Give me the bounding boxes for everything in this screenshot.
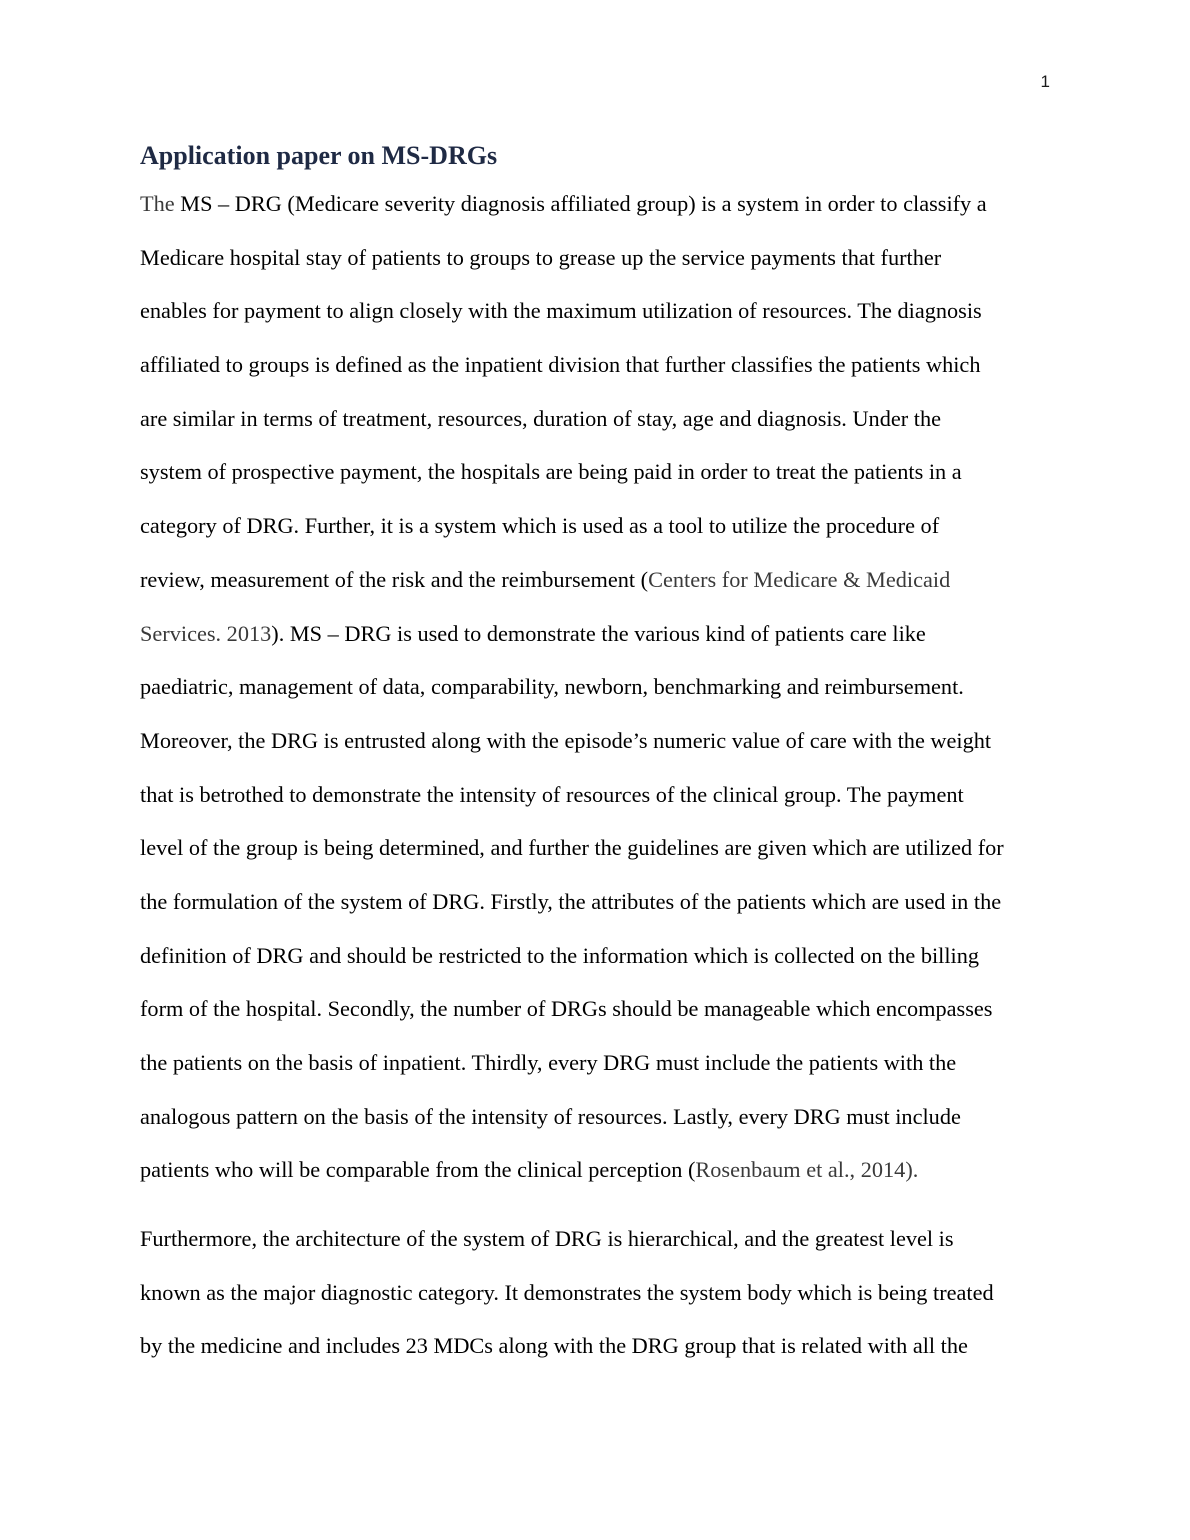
text-fragment: ). MS – DRG is used to demonstrate the various kind of patients care like bbox=[271, 620, 926, 646]
text-line: enables for payment to align closely with the maximum utilization of resources. The diagnosis bbox=[140, 298, 982, 324]
text-fragment: ). bbox=[905, 1157, 919, 1183]
text-line: category of DRG. Further, it is a system which is used as a tool to utilize the procedure of bbox=[140, 513, 940, 539]
text-line: affiliated to groups is defined as the inpatient division that further classifies the patients which bbox=[140, 352, 981, 378]
text-line: Furthermore, the architecture of the system of DRG is hierarchical, and the greatest level is bbox=[140, 1226, 954, 1251]
text-line: form of the hospital. Secondly, the number of DRGs should be manageable which encompasses bbox=[140, 996, 993, 1022]
text-line: known as the major diagnostic category. It demonstrates the system body which is being treated bbox=[140, 1279, 994, 1305]
text-fragment: MS – DRG (Medicare severity diagnosis affiliated group) is a system in order to classify a bbox=[174, 191, 987, 216]
text-line: definition of DRG and should be restricted to the information which is collected on the billing bbox=[140, 942, 980, 968]
citation: Rosenbaum et al., 2014 bbox=[695, 1157, 906, 1183]
text-line: analogous pattern on the basis of the intensity of resources. Lastly, every DRG must include bbox=[140, 1103, 961, 1129]
text-line bbox=[140, 1143, 1050, 1197]
text-line: by the medicine and includes 23 MDCs along with the DRG group that is related with all the bbox=[140, 1333, 968, 1359]
text-fragment: review, measurement of the risk and the reimbursement ( bbox=[140, 566, 649, 592]
text-line: that is betrothed to demonstrate the intensity of resources of the clinical group. The payment bbox=[140, 781, 964, 807]
text-line: the formulation of the system of DRG. Firstly, the attributes of the patients which are used in the bbox=[140, 888, 1002, 914]
text-line: level of the group is being determined, and further the guidelines are given which are utilized for bbox=[140, 835, 1004, 861]
page-number: 1 bbox=[1040, 72, 1050, 91]
text-line: are similar in terms of treatment, resources, duration of stay, age and diagnosis. Under the bbox=[140, 405, 941, 431]
text-line: system of prospective payment, the hospitals are being paid in order to treat the patients in a bbox=[140, 459, 962, 485]
text-line: the patients on the basis of inpatient. Thirdly, every DRG must include the patients with the bbox=[140, 1050, 957, 1075]
text-line bbox=[140, 177, 1050, 231]
text-fragment: The bbox=[140, 191, 175, 216]
paragraph-2 bbox=[140, 1212, 1050, 1373]
citation: Services. 2013 bbox=[140, 620, 272, 646]
citation: Centers for Medicare & Medicaid bbox=[648, 566, 951, 592]
text-line: paediatric, management of data, comparability, newborn, benchmarking and reimbursement. bbox=[140, 674, 964, 700]
document-title: Application paper on MS-DRGs bbox=[140, 141, 498, 170]
text-line: Moreover, the DRG is entrusted along with the episode’s numeric value of care with the weight bbox=[140, 727, 992, 753]
text-line bbox=[140, 607, 1050, 661]
text-fragment: patients who will be comparable from the clinical perception ( bbox=[140, 1157, 696, 1183]
text-line: Medicare hospital stay of patients to groups to grease up the service payments that further bbox=[140, 244, 942, 270]
text-line bbox=[140, 553, 1050, 607]
paragraph-1 bbox=[140, 177, 1050, 1197]
